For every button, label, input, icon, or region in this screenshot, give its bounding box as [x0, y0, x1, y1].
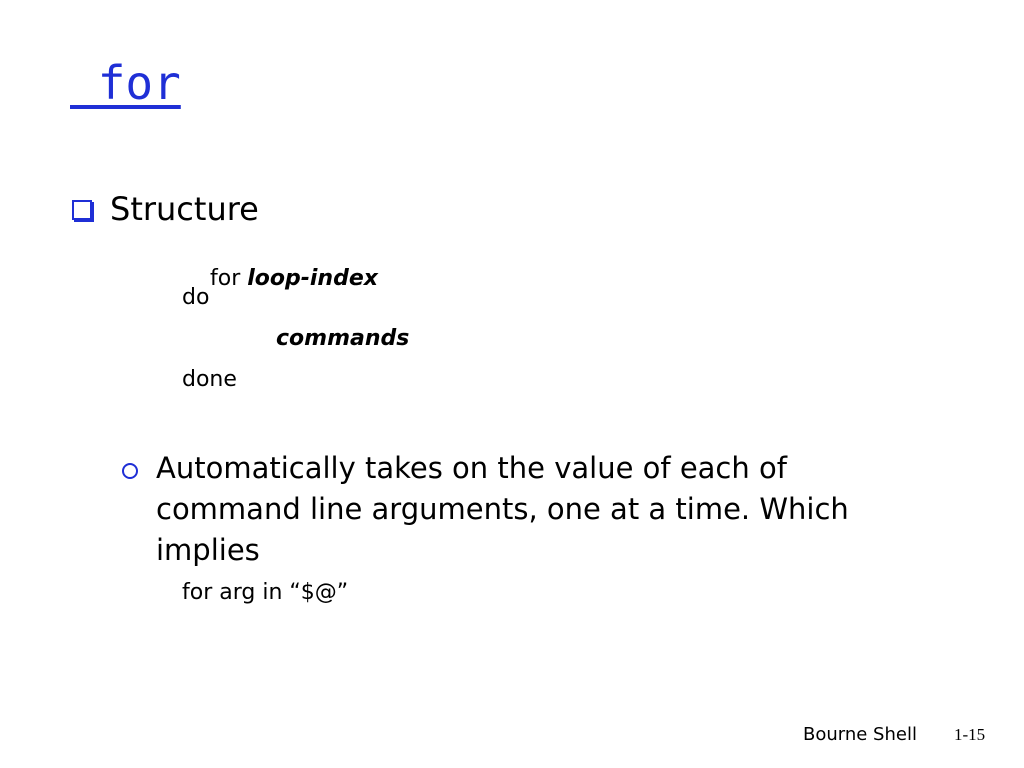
structure-line-do: do — [182, 285, 210, 310]
slide-title: for — [70, 56, 181, 110]
page-number: 1-15 — [954, 725, 986, 744]
bullet-automatic-text: Automatically takes on the value of each of command line arguments, one at a time. Which implies — [156, 451, 849, 567]
example-line: for arg in “$@” — [182, 580, 349, 605]
circle-bullet-icon — [122, 463, 138, 479]
structure-line-commands: commands — [276, 326, 410, 351]
structure-line-for — [182, 246, 378, 312]
bullet-structure — [72, 192, 259, 227]
square-bullet-icon — [72, 200, 92, 220]
footer-title: Bourne Shell — [803, 724, 917, 745]
bullet-automatic — [122, 448, 912, 571]
loop-index-arg: loop-index — [247, 266, 378, 291]
bullet-structure-label: Structure — [110, 190, 259, 228]
structure-line-done: done — [182, 367, 237, 392]
for-keyword: for — [209, 266, 248, 291]
